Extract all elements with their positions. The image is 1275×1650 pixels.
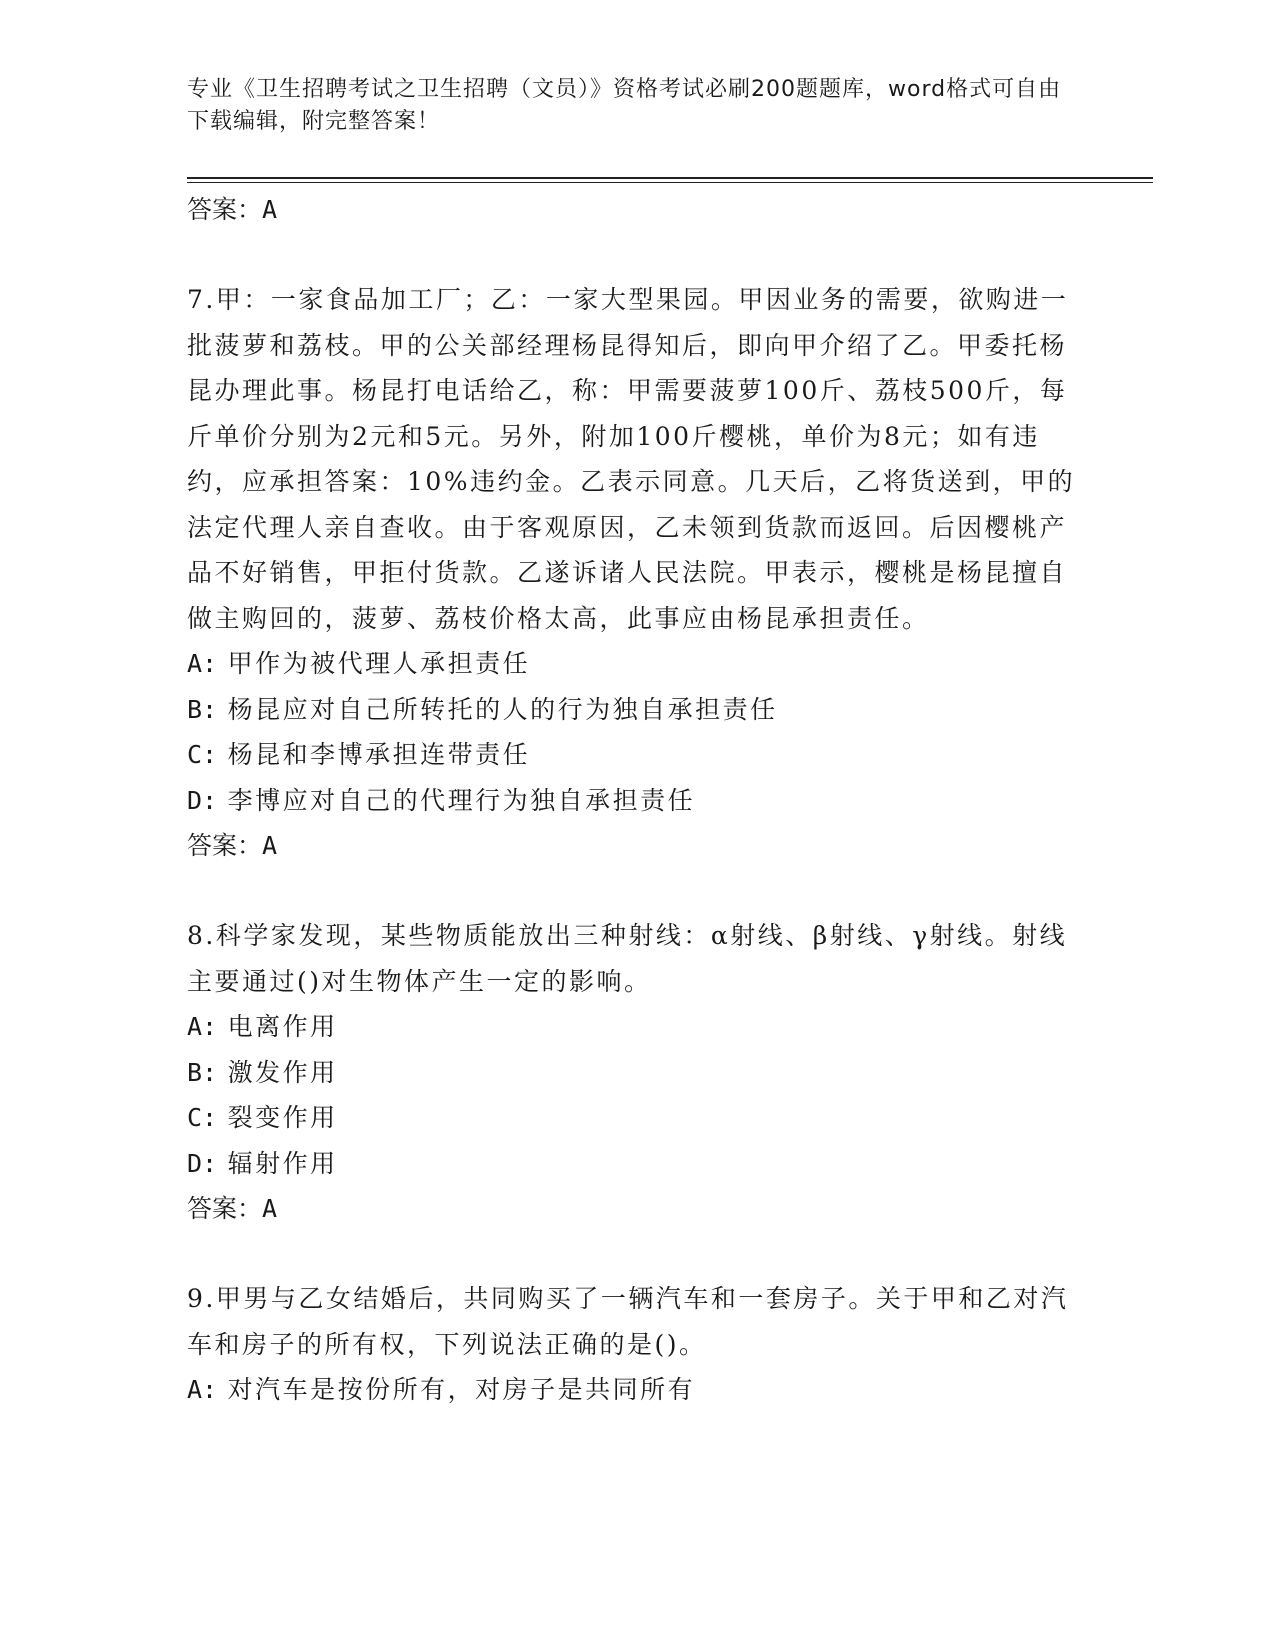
option-c: [187, 1095, 1087, 1141]
option-text: 李博应对自己的代理行为独自承担责任: [227, 785, 696, 815]
document-header: [187, 74, 1067, 138]
answer-label: 答案：: [187, 195, 263, 224]
option-a: [187, 1004, 1087, 1050]
option-letter: D:: [187, 1148, 218, 1178]
option-text: 甲作为被代理人承担责任: [227, 649, 531, 678]
option-letter: A:: [187, 649, 218, 678]
header-text: 专业《卫生招聘考试之卫生招聘（文员）》资格考试必刷200题题库，word格式可自由下载编辑，附完整答案！: [187, 77, 1062, 134]
question-answer: [187, 1186, 1087, 1232]
option-a: [187, 1367, 1087, 1413]
header-divider-thick: [187, 177, 1153, 179]
answer-label: 答案：: [187, 1194, 263, 1223]
answer-label: 答案：: [187, 831, 263, 860]
question-9: [187, 1276, 1087, 1413]
answer-value: A: [262, 195, 278, 224]
option-text: 激发作用: [227, 1057, 338, 1087]
option-letter: C:: [187, 740, 218, 769]
answer-value: A: [262, 1194, 278, 1223]
option-text: 杨昆和李博承担连带责任: [227, 740, 531, 769]
answer-value: A: [262, 831, 278, 860]
option-text: 辐射作用: [227, 1148, 338, 1178]
option-letter: D:: [187, 785, 218, 815]
question-text: 7.甲：一家食品加工厂；乙：一家大型果园。甲因业务的需要，欲购进一批菠萝和荔枝。甲的公关部经理杨昆得知后，即向甲介绍了乙。甲委托杨昆办理此事。杨昆打电话给乙，称：甲需要菠萝100斤、荔枝500斤，每斤单价分别为2元和5元。另外，附加100斤樱桃，单价为8元；如有违约，应承担答案：10%违约金。乙表示同意。几天后，乙将货送到，甲的法定代理人亲自查收。由于客观原因，乙未领到货款而返回。后因樱桃产品不好销售，甲拒付货款。乙遂诉诸人民法院。甲表示，樱桃是杨昆擅自做主购回的，菠萝、荔枝价格太高，此事应由杨昆承担责任。: [187, 285, 1076, 633]
option-letter: B:: [187, 694, 218, 724]
option-text: 裂变作用: [227, 1103, 338, 1132]
option-letter: B:: [187, 1057, 218, 1087]
option-d: [187, 1141, 1087, 1187]
option-b: [187, 1050, 1087, 1096]
option-d: [187, 778, 1087, 824]
option-letter: A:: [187, 1012, 218, 1041]
question-answer: [187, 823, 1087, 869]
option-text: 杨昆应对自己所转托的人的行为独自承担责任: [227, 694, 778, 724]
option-letter: C:: [187, 1103, 218, 1132]
document-body: [187, 187, 1087, 1413]
header-divider-thin: [187, 182, 1153, 183]
question-8: [187, 913, 1087, 1232]
question-text: 9.甲男与乙女结婚后，共同购买了一辆汽车和一套房子。关于甲和乙对汽车和房子的所有权，下列说法正确的是()。: [187, 1284, 1069, 1359]
question-7: [187, 277, 1087, 869]
option-text: 对汽车是按份所有，对房子是共同所有: [227, 1375, 696, 1404]
option-a: [187, 641, 1087, 687]
option-c: [187, 732, 1087, 778]
option-b: [187, 687, 1087, 733]
previous-answer: [187, 187, 1087, 233]
option-text: 电离作用: [227, 1012, 338, 1041]
option-letter: A:: [187, 1375, 218, 1404]
question-text: 8.科学家发现，某些物质能放出三种射线：α射线、β射线、γ射线。射线主要通过()对生物体产生一定的影响。: [187, 921, 1068, 996]
